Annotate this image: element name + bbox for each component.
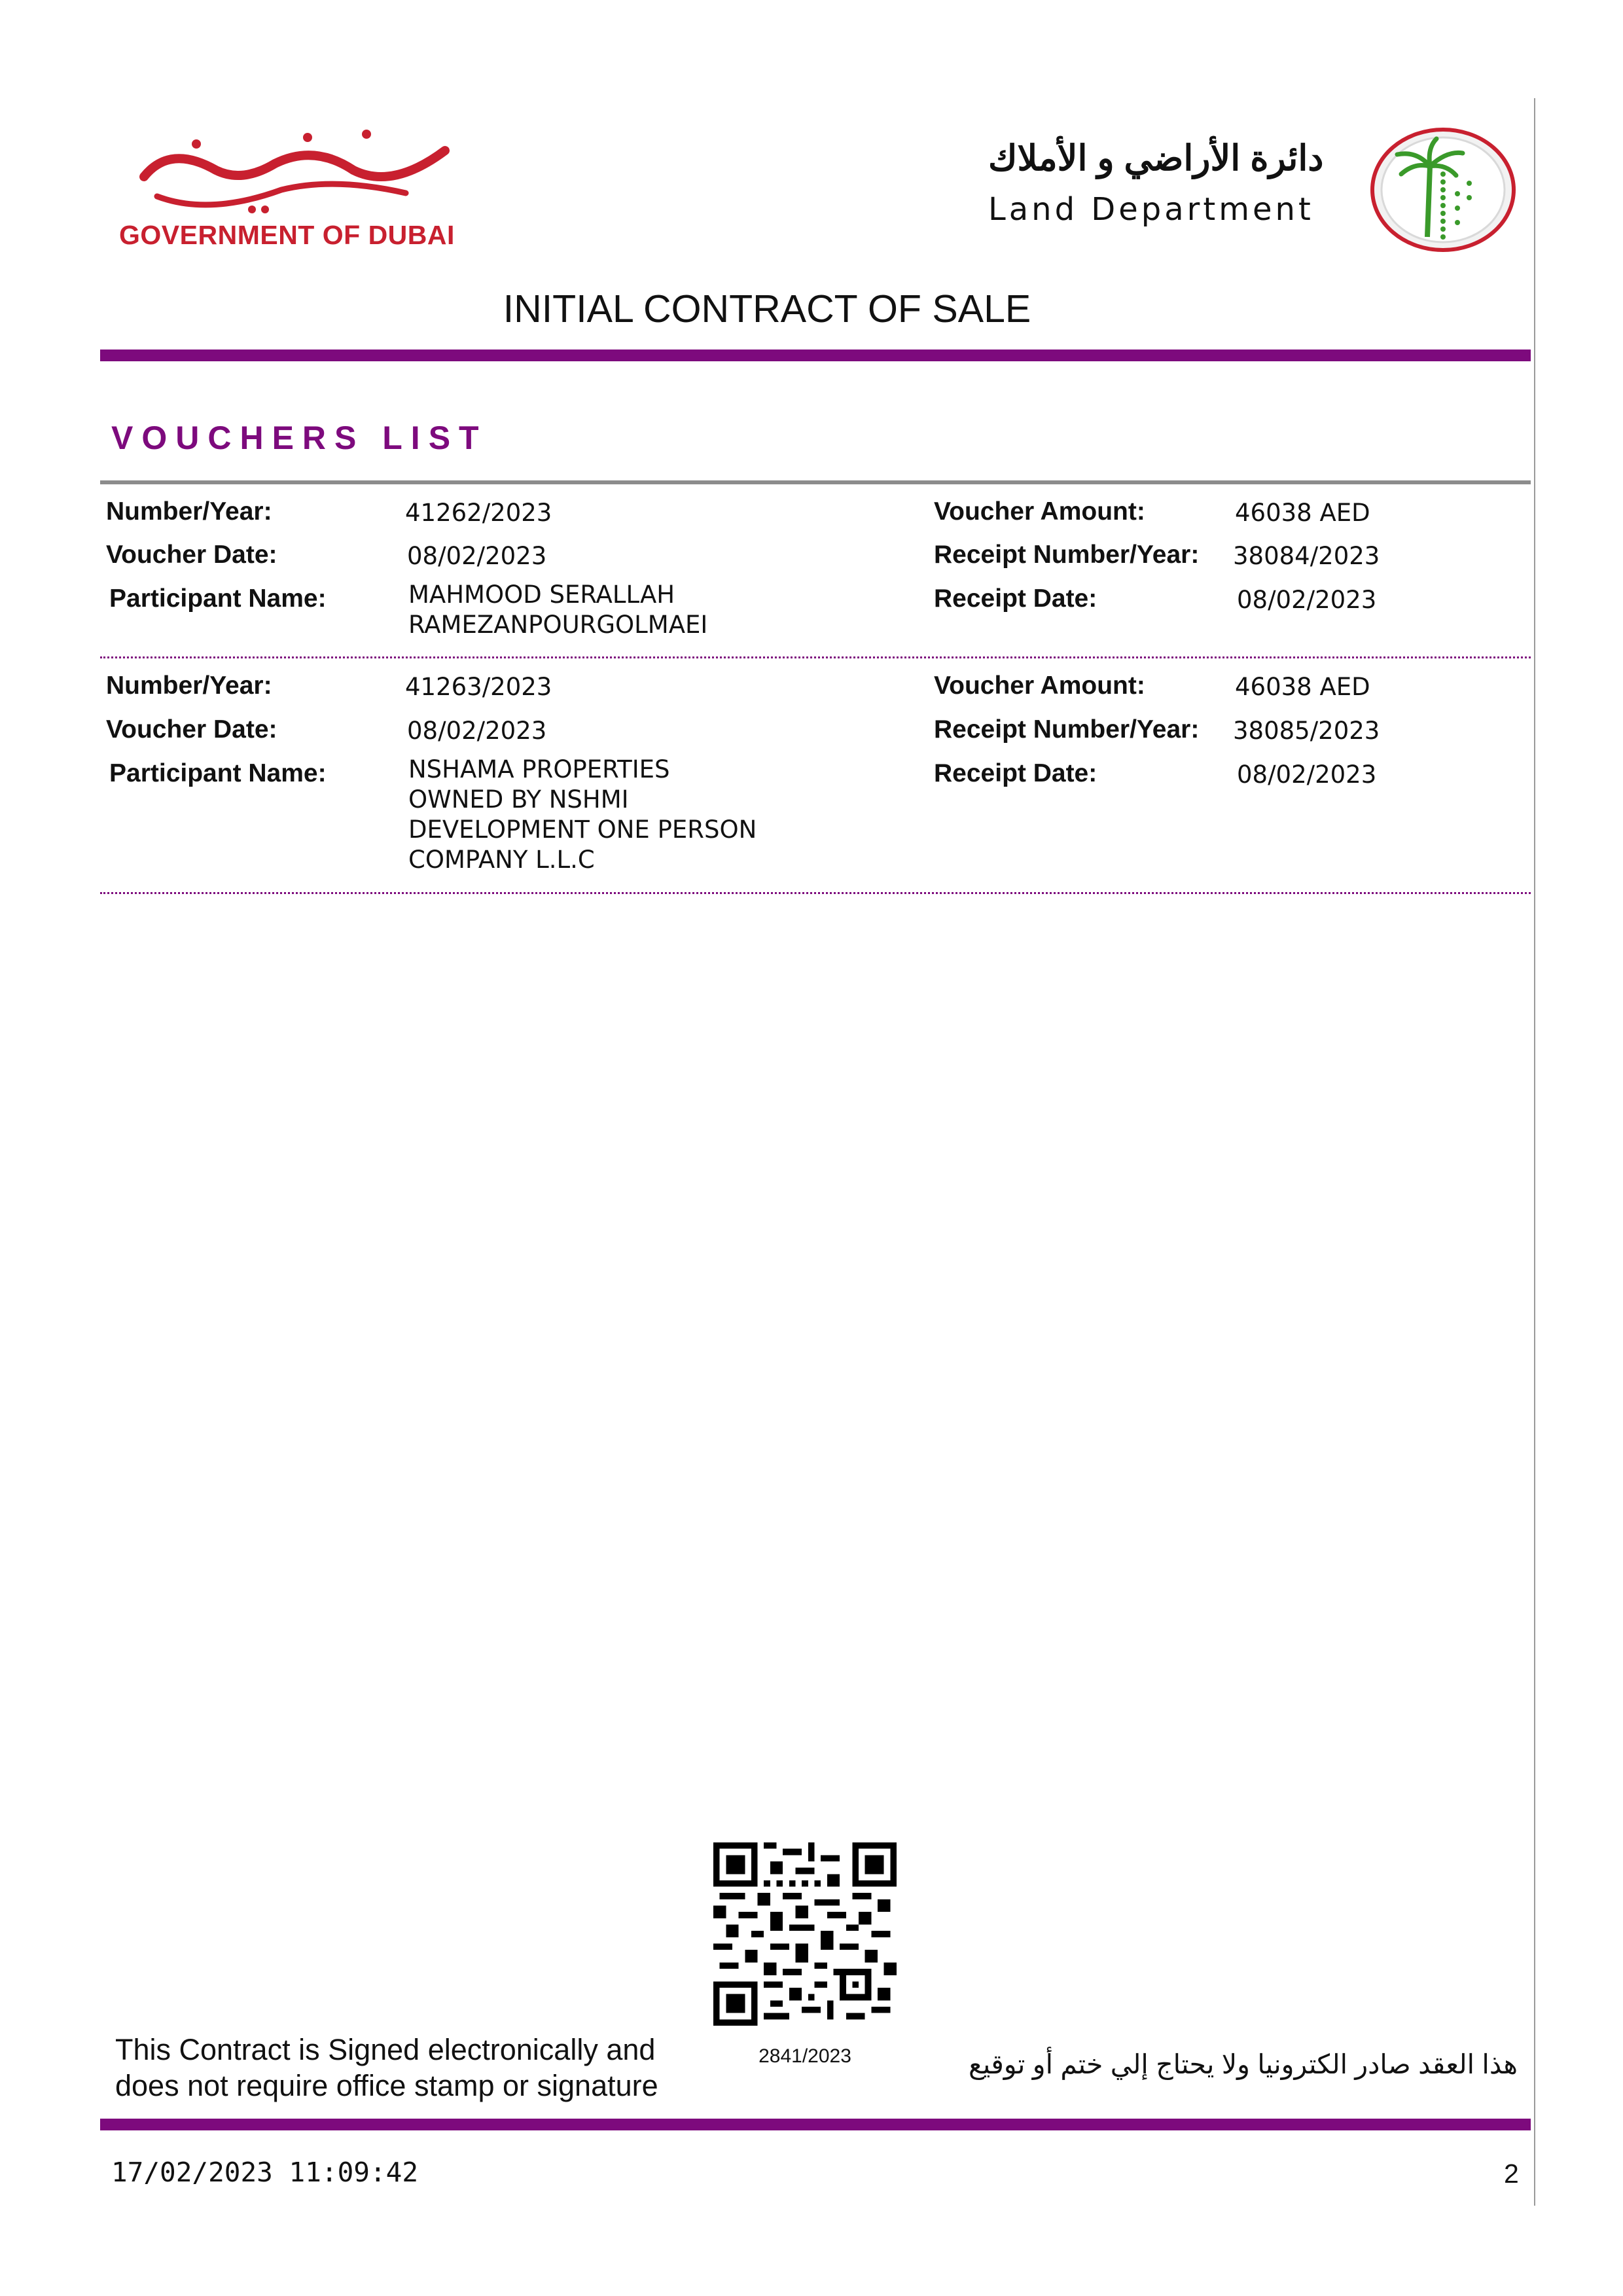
section-title: VOUCHERS LIST	[111, 420, 488, 456]
voucher-amount-value: 46038 AED	[1235, 499, 1370, 527]
voucher-date-label: Voucher Date:	[106, 541, 277, 569]
participant-name-value	[408, 580, 707, 640]
participant-name-line: NSHAMA PROPERTIES	[408, 755, 670, 783]
participant-name-label: Participant Name:	[109, 759, 327, 787]
qr-reference-number: 2841/2023	[758, 2045, 851, 2067]
participant-name-line: DEVELOPMENT ONE PERSON	[408, 816, 757, 844]
voucher-amount-label: Voucher Amount:	[934, 497, 1145, 526]
right-margin-rule	[1534, 98, 1535, 2206]
page-number: 2	[1504, 2159, 1519, 2189]
number-year-label: Number/Year:	[106, 672, 272, 700]
participant-name-line: OWNED BY NSHMI	[408, 785, 629, 814]
voucher-amount-label: Voucher Amount:	[934, 672, 1145, 700]
print-timestamp: 17/02/2023 11:09:42	[111, 2157, 418, 2188]
receipt-date-value: 08/02/2023	[1237, 586, 1377, 614]
arabic-signature-note: هذا العقد صادر الكترونيا ولا يحتاج إلي ختم أو توقيع	[969, 2049, 1518, 2079]
participant-name-line: MAHMOOD SERALLAH	[408, 581, 675, 609]
participant-name-line: COMPANY L.L.C	[408, 846, 595, 874]
participant-name-line: RAMEZANPOURGOLMAEI	[408, 611, 708, 639]
electronic-signature-note	[115, 2032, 658, 2104]
section-rule	[100, 480, 1531, 484]
receipt-number-year-label: Receipt Number/Year:	[934, 715, 1200, 744]
receipt-number-year-value: 38084/2023	[1233, 542, 1380, 570]
government-of-dubai-caption: GOVERNMENT OF DUBAI	[119, 220, 455, 250]
voucher-date-value: 08/02/2023	[407, 542, 547, 570]
land-department-palm-emblem	[1364, 124, 1522, 255]
land-department-english-name: Land Department	[988, 191, 1314, 228]
voucher-separator	[100, 656, 1531, 658]
receipt-date-label: Receipt Date:	[934, 584, 1097, 613]
footer-divider-band	[100, 2119, 1531, 2130]
verification-qr-code	[713, 1842, 897, 2026]
number-year-label: Number/Year:	[106, 497, 272, 526]
number-year-value: 41263/2023	[405, 673, 552, 701]
voucher-separator	[100, 892, 1531, 894]
number-year-value: 41262/2023	[405, 499, 552, 527]
receipt-date-value: 08/02/2023	[1237, 761, 1377, 789]
voucher-amount-value: 46038 AED	[1235, 673, 1370, 701]
receipt-number-year-value: 38085/2023	[1233, 717, 1380, 745]
voucher-date-value: 08/02/2023	[407, 717, 547, 745]
participant-name-label: Participant Name:	[109, 584, 327, 613]
signature-note-line: does not require office stamp or signature	[115, 2069, 658, 2102]
receipt-date-label: Receipt Date:	[934, 759, 1097, 787]
voucher-date-label: Voucher Date:	[106, 715, 277, 744]
document-title: INITIAL CONTRACT OF SALE	[503, 287, 1031, 331]
header-divider-band	[100, 350, 1531, 361]
land-department-arabic-name: دائرة الأراضي و الأملاك	[988, 139, 1324, 178]
signature-note-line: This Contract is Signed electronically and	[115, 2033, 656, 2066]
participant-name-value	[408, 755, 757, 875]
receipt-number-year-label: Receipt Number/Year:	[934, 541, 1200, 569]
